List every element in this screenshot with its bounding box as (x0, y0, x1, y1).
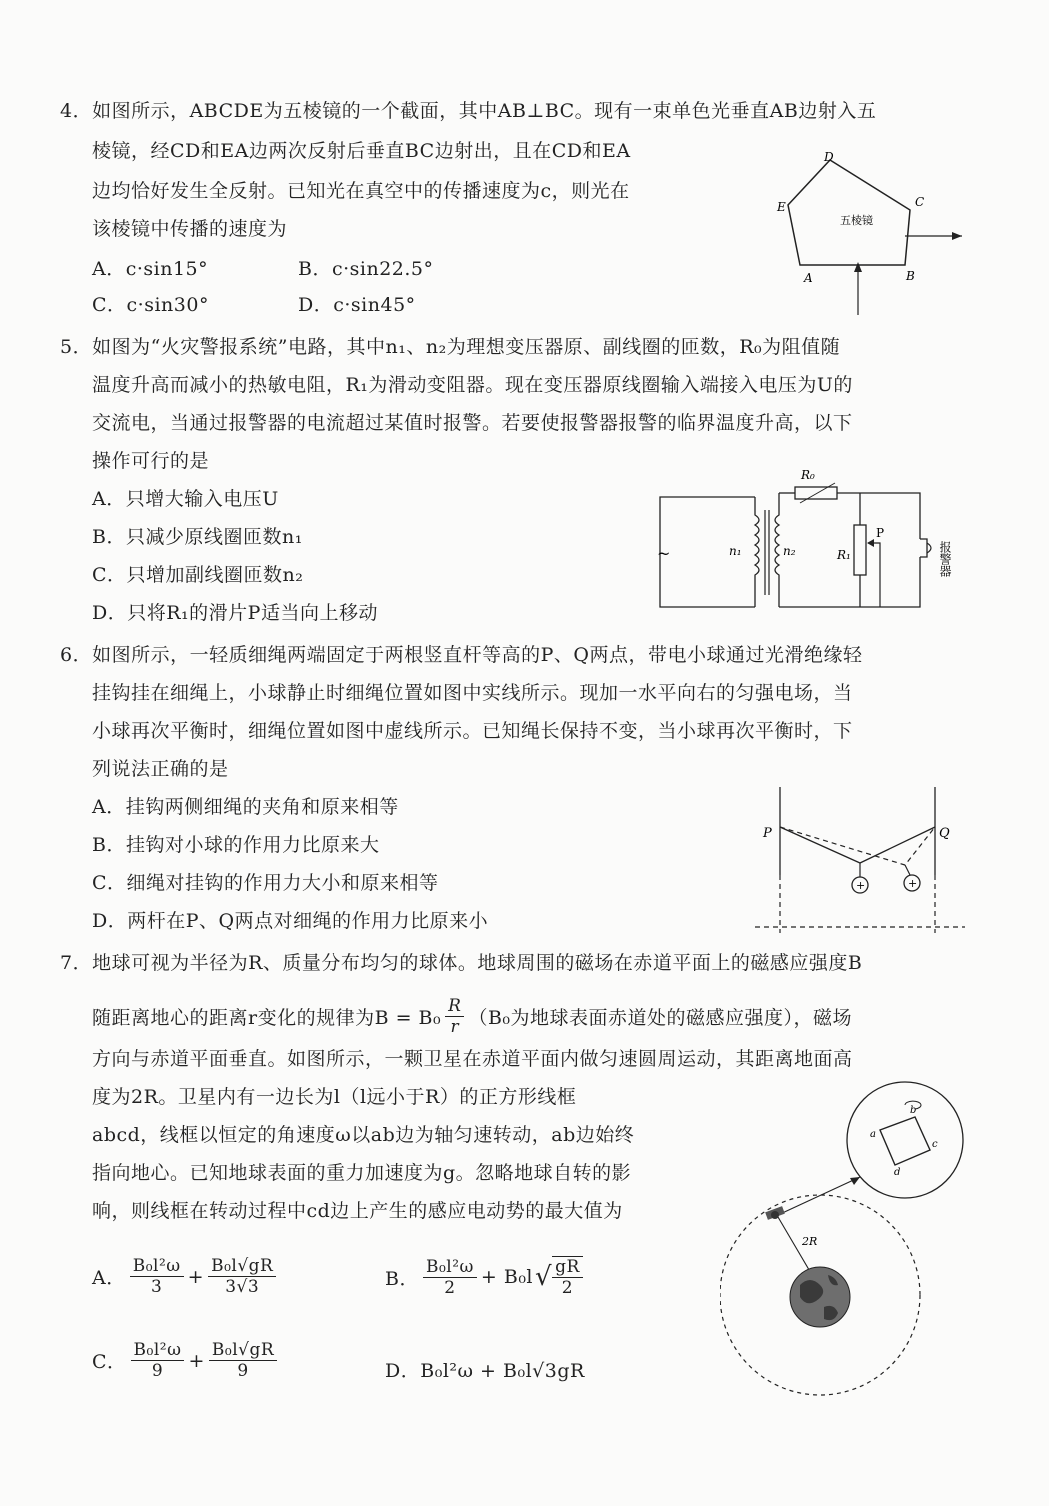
ac-source-symbol: ~ (657, 544, 671, 563)
q4-stem-line3: 边均恰好发生全反射。已知光在真空中的传播速度为c，则光在 (92, 180, 630, 202)
q7-line2-part2: （B₀为地球表面赤道处的磁感应强度），磁场 (468, 1007, 853, 1030)
loop-label-b: b (910, 1105, 917, 1116)
q7-stem-line3: 方向与赤道平面垂直。如图所示，一颗卫星在赤道平面内做匀速圆周运动，其距离地面高 (92, 1048, 853, 1070)
rheostat-r1 (854, 525, 866, 575)
q7-stem-line5: abcd，线框以恒定的角速度ω以ab边为轴匀速转动，ab边始终 (92, 1124, 635, 1146)
square-loop (880, 1117, 930, 1165)
r0-label: R₀ (801, 468, 815, 482)
q7-line2-part1: 随距离地心的距离r变化的规律为B = B₀ (92, 1007, 442, 1030)
alarm-icon (920, 539, 927, 557)
sqrt-sign: √ (535, 1262, 553, 1293)
label-b: B (906, 269, 915, 283)
earth-icon (790, 1267, 850, 1327)
q5-option-b[interactable]: B．只减少原线圈匝数n₁ (92, 526, 303, 548)
p-point-label: P (763, 826, 772, 841)
p-label: P (876, 526, 885, 540)
q6-stem-line3: 小球再次平衡时，细绳位置如图中虚线所示。已知绳长保持不变，当小球再次平衡时，下 (92, 720, 853, 742)
q5-option-d[interactable]: D．只将R₁的滑片P适当向上移动 (92, 602, 378, 624)
q7-option-a[interactable]: A． $\frac{\text{B₀l²ω}}{3}$ + $\frac{\text{B₀l√gR}}{3√3}$ (92, 1256, 280, 1298)
q4-pentaprism-figure (760, 150, 970, 315)
label-a: A (804, 271, 813, 285)
q5-stem-line4: 操作可行的是 (92, 450, 210, 472)
q5-stem-line3: 交流电，当通过报警器的电流超过某值时报警。若要使报警器报警的临界温度升高，以下 (92, 412, 853, 434)
q7-stem-line4: 度为2R。卫星内有一边长为l（l远小于R）的正方形线框 (92, 1086, 577, 1108)
rope-solid (780, 827, 935, 863)
primary-coil (755, 497, 759, 607)
svg-text:+: + (856, 879, 866, 892)
pentaprism-shape (788, 160, 910, 265)
inset-zoom-circle (847, 1082, 963, 1198)
q6-rope-figure (755, 785, 965, 935)
height-label: 2R (802, 1235, 818, 1248)
q7-satellite-figure (720, 1075, 980, 1405)
q6-stem-line1: 6．如图所示，一轻质细绳两端固定于两根竖直杆等高的P、Q两点，带电小球通过光滑绝缘轻 (60, 644, 863, 666)
q5-circuit-figure (655, 465, 975, 615)
q4-stem-line2: 棱镜，经CD和EA边两次反射后垂直BC边射出，且在CD和EA (92, 140, 631, 162)
satellite-icon (765, 1206, 785, 1220)
r1-label: R₁ (837, 548, 851, 562)
loop-label-d: d (894, 1167, 901, 1178)
q6-option-b[interactable]: B．挂钩对小球的作用力比原来大 (92, 834, 380, 856)
q6-stem-line4: 列说法正确的是 (92, 758, 229, 780)
q6-stem-line2: 挂钩挂在细绳上，小球静止时细绳位置如图中实线所示。现加一水平向右的匀强电场，当 (92, 682, 853, 704)
q4-option-d[interactable]: D．c·sin45° (298, 294, 416, 316)
r-over-r-fraction: $\frac{R}{r}$ (445, 996, 464, 1038)
q6-option-d[interactable]: D．两杆在P、Q两点对细绳的作用力比原来小 (92, 910, 489, 932)
svg-text:+: + (908, 877, 918, 890)
rope-dashed (780, 827, 935, 865)
q7-option-c[interactable]: C． $\frac{\text{B₀l²ω}}{9}$ + $\frac{\text{B₀l√gR}}{9}$ (92, 1340, 281, 1382)
prism-label: 五棱镜 (840, 214, 873, 227)
q-point-label: Q (939, 826, 950, 841)
q7-option-d[interactable]: D．B₀l²ω + B₀l√3gR (385, 1360, 585, 1382)
q7-stem-line2 (92, 996, 852, 1038)
loop-label-a: a (870, 1129, 876, 1140)
loop-label-c: c (932, 1139, 938, 1150)
label-e: E (777, 200, 786, 214)
q5-option-c[interactable]: C．只增加副线圈匝数n₂ (92, 564, 304, 586)
q4-stem-line4: 该棱镜中传播的速度为 (92, 218, 288, 240)
q7-stem-line7: 响，则线框在转动过程中cd边上产生的感应电动势的最大值为 (92, 1200, 623, 1222)
q4-option-a[interactable]: A．c·sin15° (92, 258, 209, 280)
n2-label: n₂ (783, 544, 796, 558)
alarm-label: 报警器 (938, 541, 952, 577)
q5-stem-line2: 温度升高而减小的热敏电阻，R₁为滑动变阻器。现在变压器原线圈输入端接入电压为U的 (92, 374, 853, 396)
q7-stem-line1: 7．地球可视为半径为R、质量分布均匀的球体。地球周围的磁场在赤道平面上的磁感应强度B (60, 952, 863, 974)
q4-option-c[interactable]: C．c·sin30° (92, 294, 209, 316)
q4-option-b[interactable]: B．c·sin22.5° (298, 258, 434, 280)
q6-option-c[interactable]: C．细绳对挂钩的作用力大小和原来相等 (92, 872, 439, 894)
q7-stem-line6: 指向地心。已知地球表面的重力加速度为g。忽略地球自转的影 (92, 1162, 632, 1184)
n1-label: n₁ (729, 544, 742, 558)
label-d: D (824, 150, 834, 164)
q4-stem-line1: 4．如图所示，ABCDE为五棱镜的一个截面，其中AB⊥BC。现有一束单色光垂直AB边射入五 (60, 100, 877, 122)
q6-option-a[interactable]: A．挂钩两侧细绳的夹角和原来相等 (92, 796, 399, 818)
thermistor-r0 (795, 487, 837, 499)
q5-option-a[interactable]: A．只增大输入电压U (92, 488, 279, 510)
q5-stem-line1: 5．如图为“火灾警报系统”电路，其中n₁、n₂为理想变压器原、副线圈的匝数，R₀为阻值随 (60, 336, 841, 358)
secondary-coil (775, 493, 779, 607)
slider-p (868, 543, 880, 607)
q7-option-b[interactable]: B． $\frac{\text{B₀l²ω}}{2}$ + B₀l √ $\frac{gR}{2}$ (385, 1256, 587, 1299)
label-c: C (915, 195, 925, 209)
